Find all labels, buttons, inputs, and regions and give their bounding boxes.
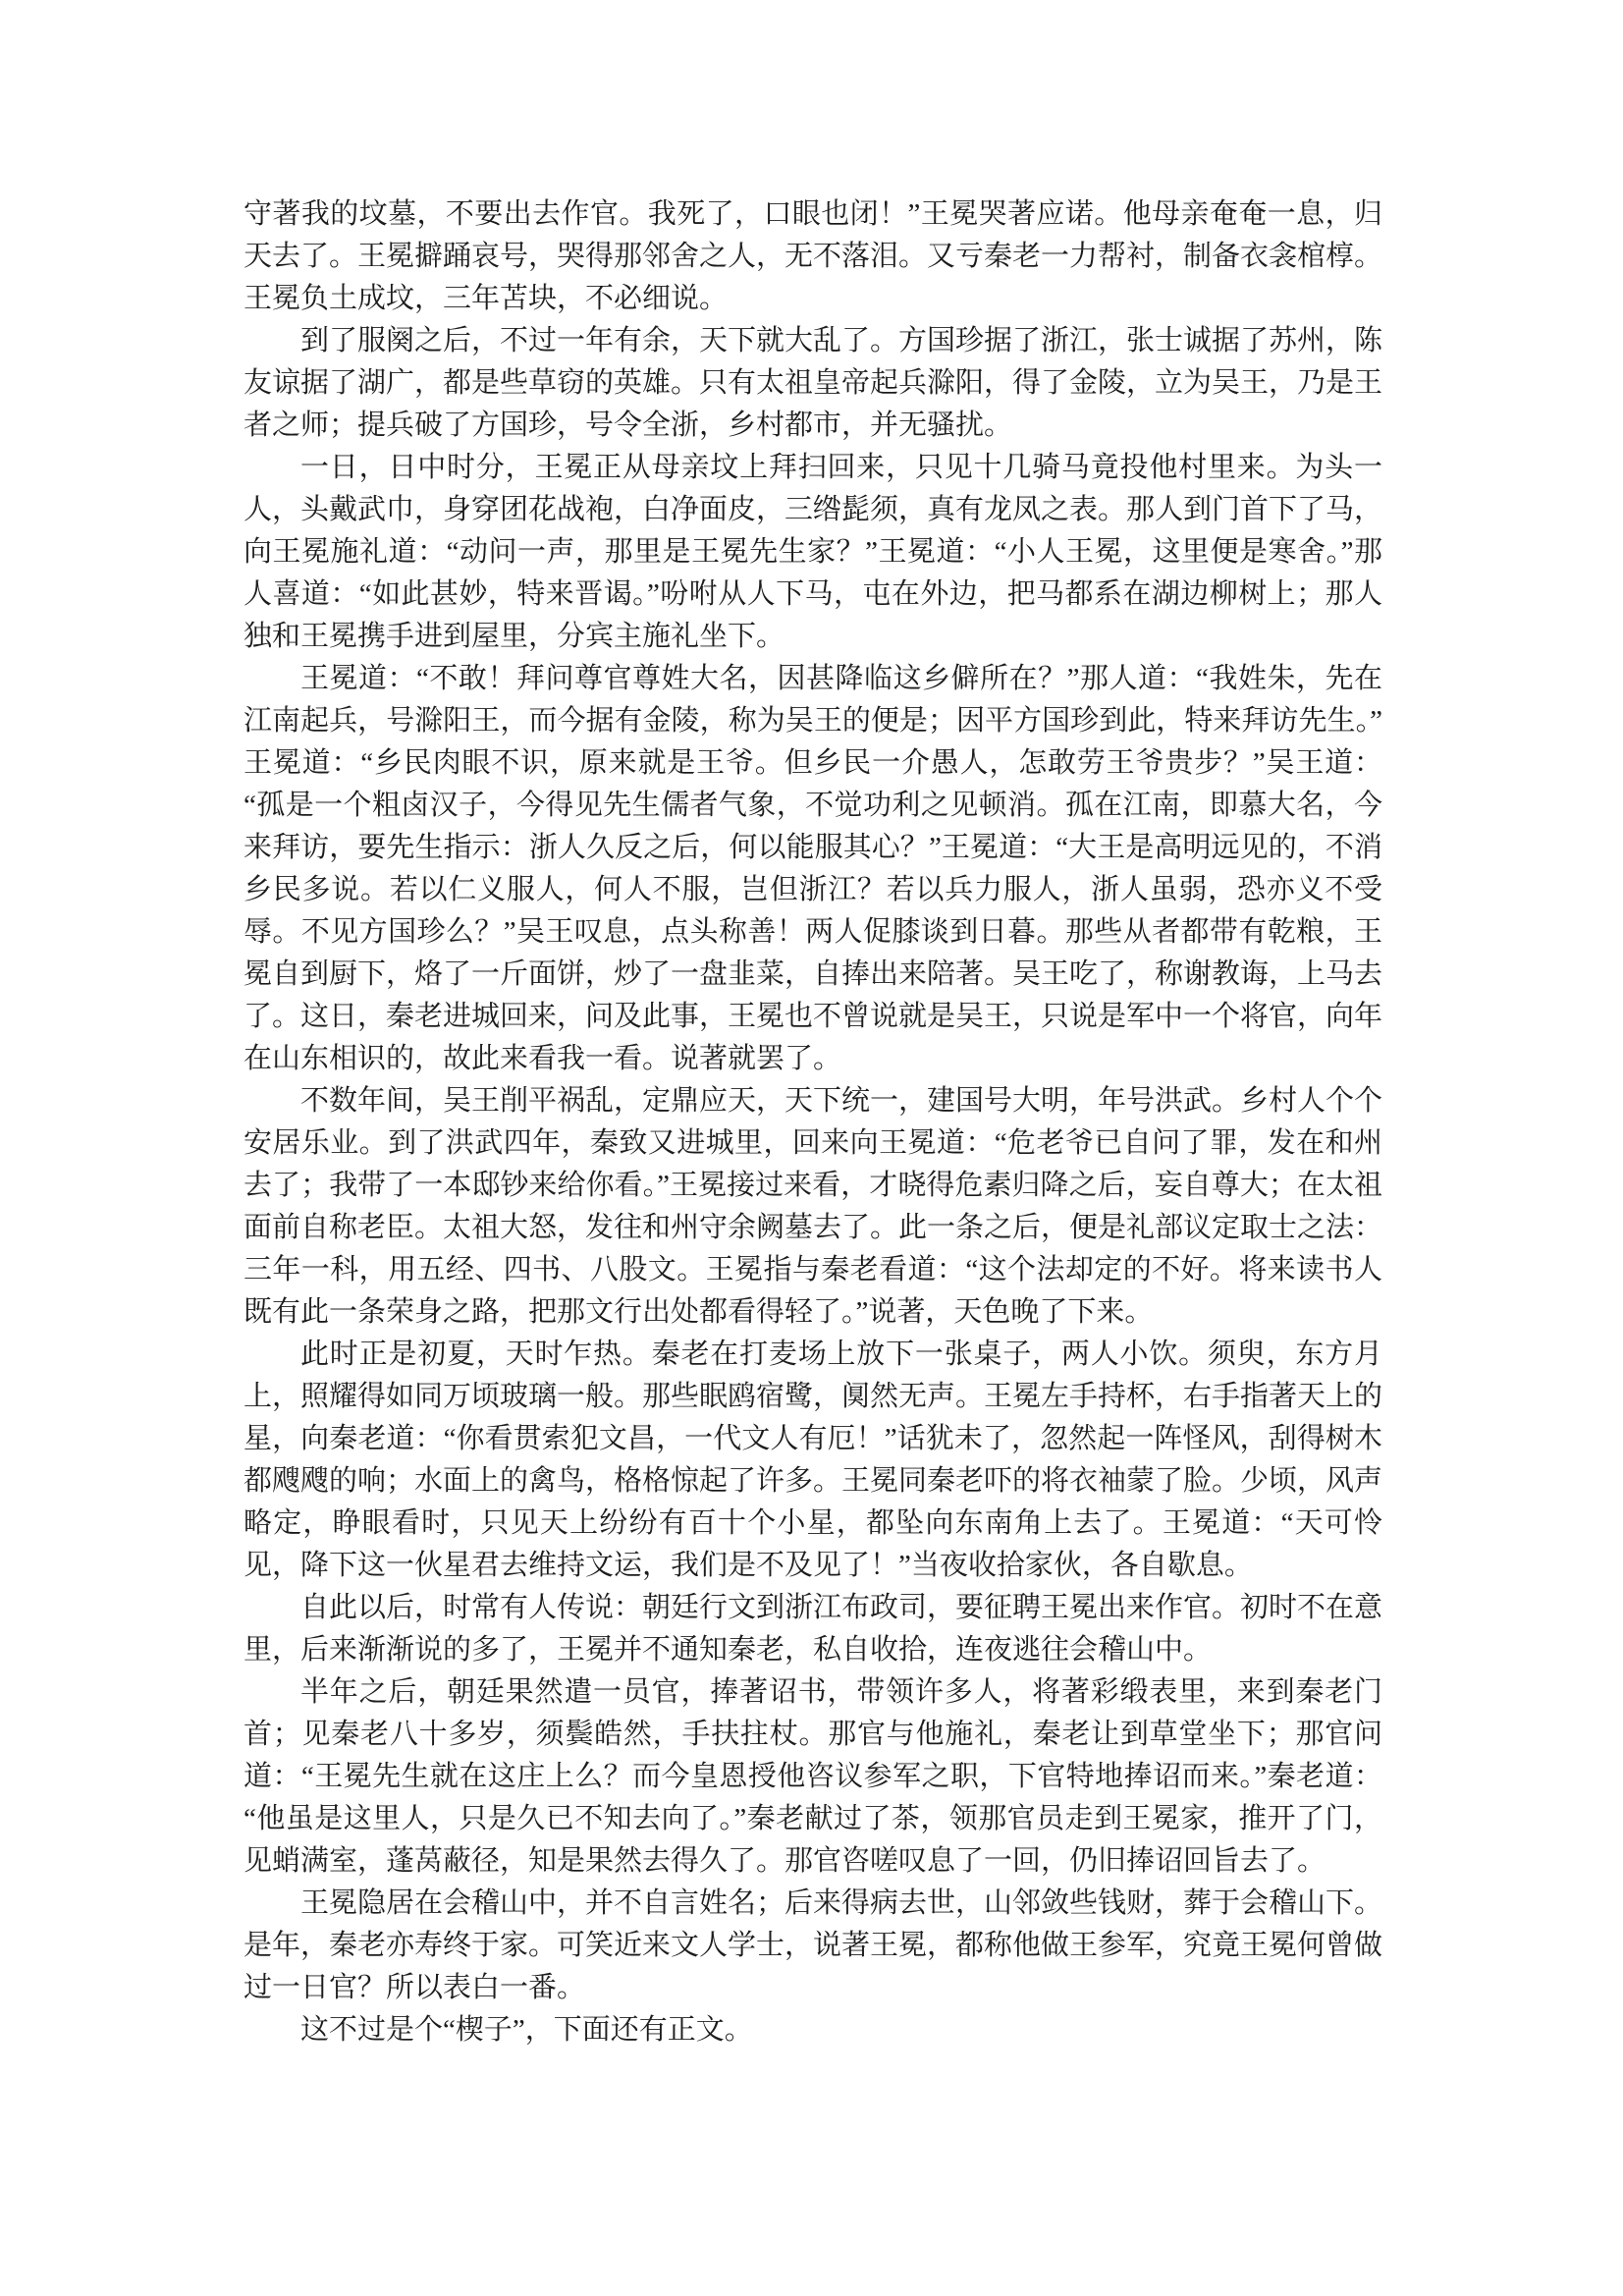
text-column [243, 193, 1382, 2051]
paragraph: 这不过是个“楔子”，下面还有正文。 [300, 2014, 753, 2046]
paragraph: 半年之后，朝廷果然遣一员官，捧著诏书，带领许多人，将著彩缎表里，来到秦老门首；见秦老八十多岁，须鬓皓然，手扶拄杖。那官与他施礼，秦老让到草堂坐下；那官问道：“王冕先生就在这庄上么？而今皇恩授他咨议参军之职，下官特地捧诏而来。”秦老道：“他虽是这里人，只是久已不知去向了。”秦老献过了茶，领那官员走到王冕家，推开了门，见蛸满室，蓬莴蔽径，知是果然去得久了。那官咨嗟叹息了一回，仍旧捧诏回旨去了。 [243, 1676, 1382, 1877]
paragraph: 王冕隐居在会稽山中，并不自言姓名；后来得病去世，山邻敛些钱财，葬于会稽山下。是年，秦老亦寿终于家。可笑近来文人学士，说著王冕，都称他做王参军，究竟王冕何曾做过一日官？所以表白一番。 [243, 1887, 1383, 2003]
paragraph: 此时正是初夏，天时乍热。秦老在打麦场上放下一张桌子，两人小饮。须臾，东方月上，照耀得如同万顷玻璃一般。那些眠鸥宿鹭，阒然无声。王冕左手持杯，右手指著天上的星，向秦老道：“你看贯索犯文昌，一代文人有厄！”话犹未了，忽然起一阵怪风，刮得树木都飕飕的响；水面上的禽鸟，格格惊起了许多。王冕同秦老吓的将衣袖蒙了脸。少顷，风声略定，睁眼看时，只见天上纷纷有百十个小星，都坠向东南角上去了。王冕道：“天可怜见，降下这一伙星君去维持文运，我们是不及见了！”当夜收拾家伙，各自歇息。 [243, 1339, 1383, 1581]
paragraph: 王冕道：“不敢！拜问尊官尊姓大名，因甚降临这乡僻所在？”那人道：“我姓朱，先在江南起兵，号滁阳王，而今据有金陵，称为吴王的便是；因平方国珍到此，特来拜访先生。”王冕道：“乡民肉眼不识，原来就是王爷。但乡民一介愚人，怎敢劳王爷贵步？”吴王道：“孤是一个粗卤汉子，今得见先生儒者气象，不觉功利之见顿消。孤在江南，即慕大名，今来拜访，要先生指示：浙人久反之后，何以能服其心？”王冕道：“大王是高明远见的，不消乡民多说。若以仁义服人，何人不服，岂但浙江？若以兵力服人，浙人虽弱，恐亦义不受辱。不见方国珍么？”吴王叹息，点头称善！两人促膝谈到日暮。那些从者都带有乾粮，王冕自到厨下，烙了一斤面饼，炒了一盘韭菜，自捧出来陪著。吴王吃了，称谢教诲，上马去了。这日，秦老进城回来，问及此事，王冕也不曾说就是吴王，只说是军中一个将官，向年在山东相识的，故此来看我一看。说著就罢了。 [243, 663, 1383, 1074]
paragraph: 到了服阕之后，不过一年有余，天下就大乱了。方国珍据了浙江，张士诚据了苏州，陈友谅据了湖广，都是些草窃的英雄。只有太祖皇帝起兵滁阳，得了金陵，立为吴王，乃是王者之师；提兵破了方国珍，号令全浙，乡村都市，并无骚扰。 [243, 325, 1383, 441]
paragraph: 一日，日中时分，王冕正从母亲坟上拜扫回来，只见十几骑马竟投他村里来。为头一人，头戴武巾，身穿团花战袍，白净面皮，三绺髭须，真有龙凤之表。那人到门首下了马，向王冕施礼道：“动问一声，那里是王冕先生家？”王冕道：“小人王冕，这里便是寒舍。”那人喜道：“如此甚妙，特来晋谒。”吩咐从人下马，屯在外边，把马都系在湖边柳树上；那人独和王冕携手进到屋里，分宾主施礼坐下。 [243, 452, 1383, 652]
paragraph: 自此以后，时常有人传说：朝廷行文到浙江布政司，要征聘王冕出来作官。初时不在意里，后来渐渐说的多了，王冕并不通知秦老，私自收拾，连夜逃往会稽山中。 [243, 1592, 1383, 1666]
paragraph: 守著我的坟墓，不要出去作官。我死了，口眼也闭！”王冕哭著应诺。他母亲奄奄一息，归天去了。王冕擗踊哀号，哭得那邻舍之人，无不落泪。又亏秦老一力帮衬，制备衣衾棺椁。王冕负土成坟，三年苫块，不必细说。 [243, 198, 1383, 314]
paragraph: 不数年间，吴王削平祸乱，定鼎应天，天下统一，建国号大明，年号洪武。乡村人个个安居乐业。到了洪武四年，秦致又进城里，回来向王冕道：“危老爷已自问了罪，发在和州去了；我带了一本邸钞来给你看。”王冕接过来看，才晓得危素归降之后，妄自尊大；在太祖面前自称老臣。太祖大怒，发往和州守余阙墓去了。此一条之后，便是礼部议定取士之法：三年一科，用五经、四书、八股文。王冕指与秦老看道：“这个法却定的不好。将来读书人既有此一条荣身之路，把那文行出处都看得轻了。”说著，天色晚了下来。 [243, 1085, 1383, 1328]
